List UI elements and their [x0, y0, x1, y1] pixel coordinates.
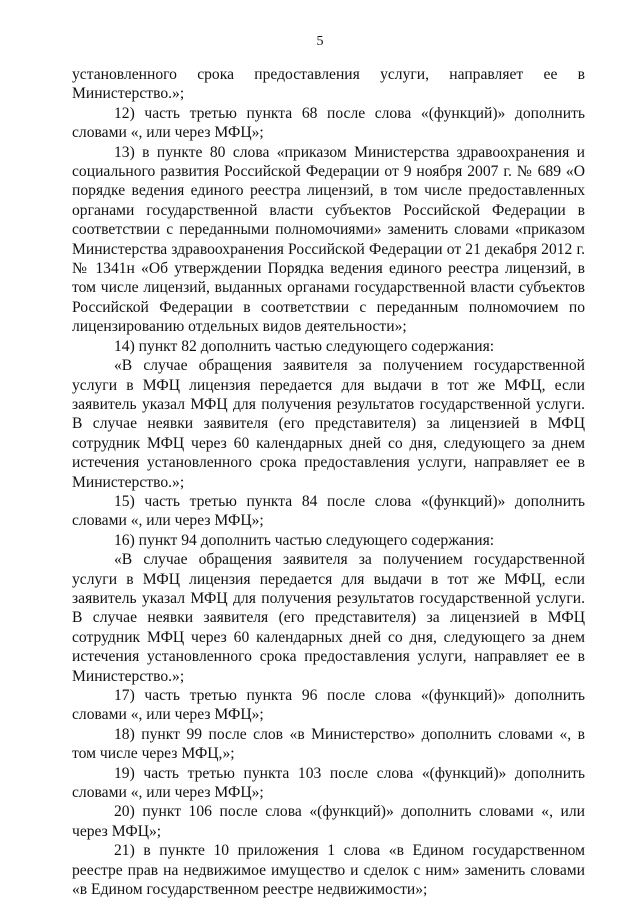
- paragraph-quote-16: «В случае обращения заявителя за получением государственной услуги в МФЦ лицензия передается для выдачи в тот же МФЦ, если заявитель указал МФЦ для получения результатов государственной услуги. В случае неявки заявителя (его представителя) за лицензией в МФЦ сотрудник МФЦ через 60 календарных дней со дня, следующего за днем истечения установленного срока предоставления услуги, направляет ее в Министерство.»;: [72, 551, 585, 685]
- paragraph-item-21: 21) в пункте 10 приложения 1 слова «в Едином государственном реестре прав на недвижимое имущество и сделок с ним» заменить словами «в Едином государственном реестре недвижимости»;: [72, 842, 585, 899]
- paragraph-item-18: 18) пункт 99 после слов «в Министерство» дополнить словами «, в том числе через МФЦ,»;: [72, 725, 585, 763]
- document-body: [72, 65, 585, 899]
- paragraph-continuation: установленного срока предоставления услуги, направляет ее в Министерство.»;: [72, 66, 585, 103]
- paragraph-item-13: 13) в пункте 80 слова «приказом Министерства здравоохранения и социального развития Российской Федерации от 9 ноября 2007 г. № 689 «О порядке ведения единого реестра лицензий, в том числе предоставленных органами государственной власти субъектов Российской Федерации в соответствии с переданными полномочиями» заменить словами «приказом Министерства здравоохранения Российской Федерации от 21 декабря 2012 г. № 1341н «Об утверждении Порядка ведения единого реестра лицензий, в том числе лицензий, выданных органами государственной власти субъектов Российской Федерации в соответствии с переданным полномочием по лицензированию отдельных видов деятельности»;: [72, 143, 585, 336]
- paragraph-quote-14: «В случае обращения заявителя за получением государственной услуги в МФЦ лицензия передается для выдачи в тот же МФЦ, если заявитель указал МФЦ для получения результатов государственной услуги. В случае неявки заявителя (его представителя) за лицензией в МФЦ сотрудник МФЦ через 60 календарных дней со дня, следующего за днем истечения установленного срока предоставления услуги, направляет ее в Министерство.»;: [72, 357, 585, 491]
- paragraph-item-19: 19) часть третью пункта 103 после слова «(функций)» дополнить словами «, или через МФЦ»;: [72, 764, 585, 802]
- paragraph-item-14: 14) пункт 82 дополнить частью следующего содержания:: [114, 337, 495, 355]
- paragraph-item-15: 15) часть третью пункта 84 после слова «(функций)» дополнить словами «, или через МФЦ»;: [72, 492, 585, 530]
- page-number: 5: [316, 34, 324, 49]
- paragraph-item-16: 16) пункт 94 дополнить частью следующего содержания:: [114, 531, 495, 549]
- paragraph-item-20: 20) пункт 106 после слова «(функций)» дополнить словами «, или через МФЦ»;: [72, 803, 585, 840]
- paragraph-item-17: 17) часть третью пункта 96 после слова «(функций)» дополнить словами «, или через МФЦ»;: [72, 687, 585, 724]
- paragraph-item-12: 12) часть третью пункта 68 после слова «(функций)» дополнить словами «, или через МФЦ»;: [72, 104, 585, 142]
